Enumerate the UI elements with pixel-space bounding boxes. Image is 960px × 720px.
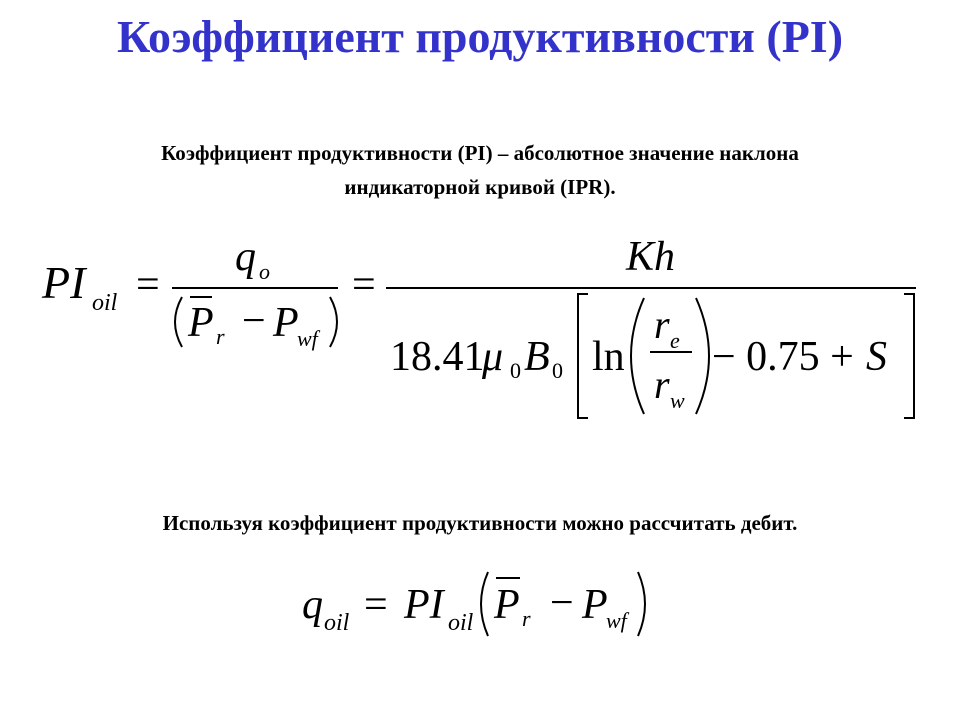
pi-symbol: PI xyxy=(42,257,86,308)
p-symbol: P xyxy=(494,582,520,628)
usage-text: Используя коэффициент продуктивности можно рассчитать дебит. xyxy=(162,511,798,535)
minus-sign-2: − xyxy=(550,580,574,626)
oil-subscript: oil xyxy=(324,610,350,636)
r-subscript: r xyxy=(522,606,531,631)
o-subscript: o xyxy=(259,259,270,284)
b-symbol: B xyxy=(524,334,550,380)
equals-sign-3: = xyxy=(364,582,388,628)
e-subscript: e xyxy=(670,328,680,353)
wf-subscript: wf xyxy=(297,326,318,351)
pi-symbol: PI xyxy=(404,582,444,628)
r-symbol: r xyxy=(654,302,670,347)
left-paren-1 xyxy=(175,297,182,347)
formula-rate-calculation xyxy=(302,572,645,636)
tail-expression: − 0.75 + xyxy=(712,334,865,380)
q-symbol: q xyxy=(235,234,256,280)
ln-label: ln xyxy=(592,334,625,380)
left-paren-2 xyxy=(631,298,644,414)
r-subscript: r xyxy=(216,324,225,349)
minus-sign-1: − xyxy=(242,298,266,344)
left-square-bracket xyxy=(578,294,588,418)
mu-zero-subscript: 0 xyxy=(510,358,521,383)
right-square-bracket xyxy=(904,294,914,418)
b-zero-subscript: 0 xyxy=(552,358,563,383)
equals-sign-2: = xyxy=(352,262,376,308)
left-paren-3 xyxy=(481,572,488,636)
p-symbol: P xyxy=(582,582,608,628)
coefficient: 18.41 xyxy=(390,334,485,380)
q-symbol: q xyxy=(302,582,323,628)
r-symbol: r xyxy=(654,362,670,407)
kh-symbol: Kh xyxy=(626,234,676,280)
right-paren-1 xyxy=(330,297,337,347)
right-paren-2 xyxy=(696,298,709,414)
right-paren-3 xyxy=(638,572,645,636)
oil-subscript: oil xyxy=(448,610,474,636)
p-symbol: P xyxy=(188,300,214,346)
slide-title: Коэффициент продуктивности (PI) xyxy=(116,11,844,62)
oil-subscript: oil xyxy=(92,290,118,316)
definition-line-2: индикаторной кривой (IPR). xyxy=(344,175,616,199)
formula-pi-definition xyxy=(41,234,916,418)
wf-subscript: wf xyxy=(606,608,627,633)
mu-symbol: μ xyxy=(482,334,504,380)
definition-line-1: Коэффициент продуктивности (PI) – абсолютное значение наклона xyxy=(161,141,799,165)
w-subscript: w xyxy=(670,388,685,413)
s-symbol: S xyxy=(866,334,887,380)
p-symbol: P xyxy=(273,300,299,346)
equals-sign-1: = xyxy=(136,262,160,308)
